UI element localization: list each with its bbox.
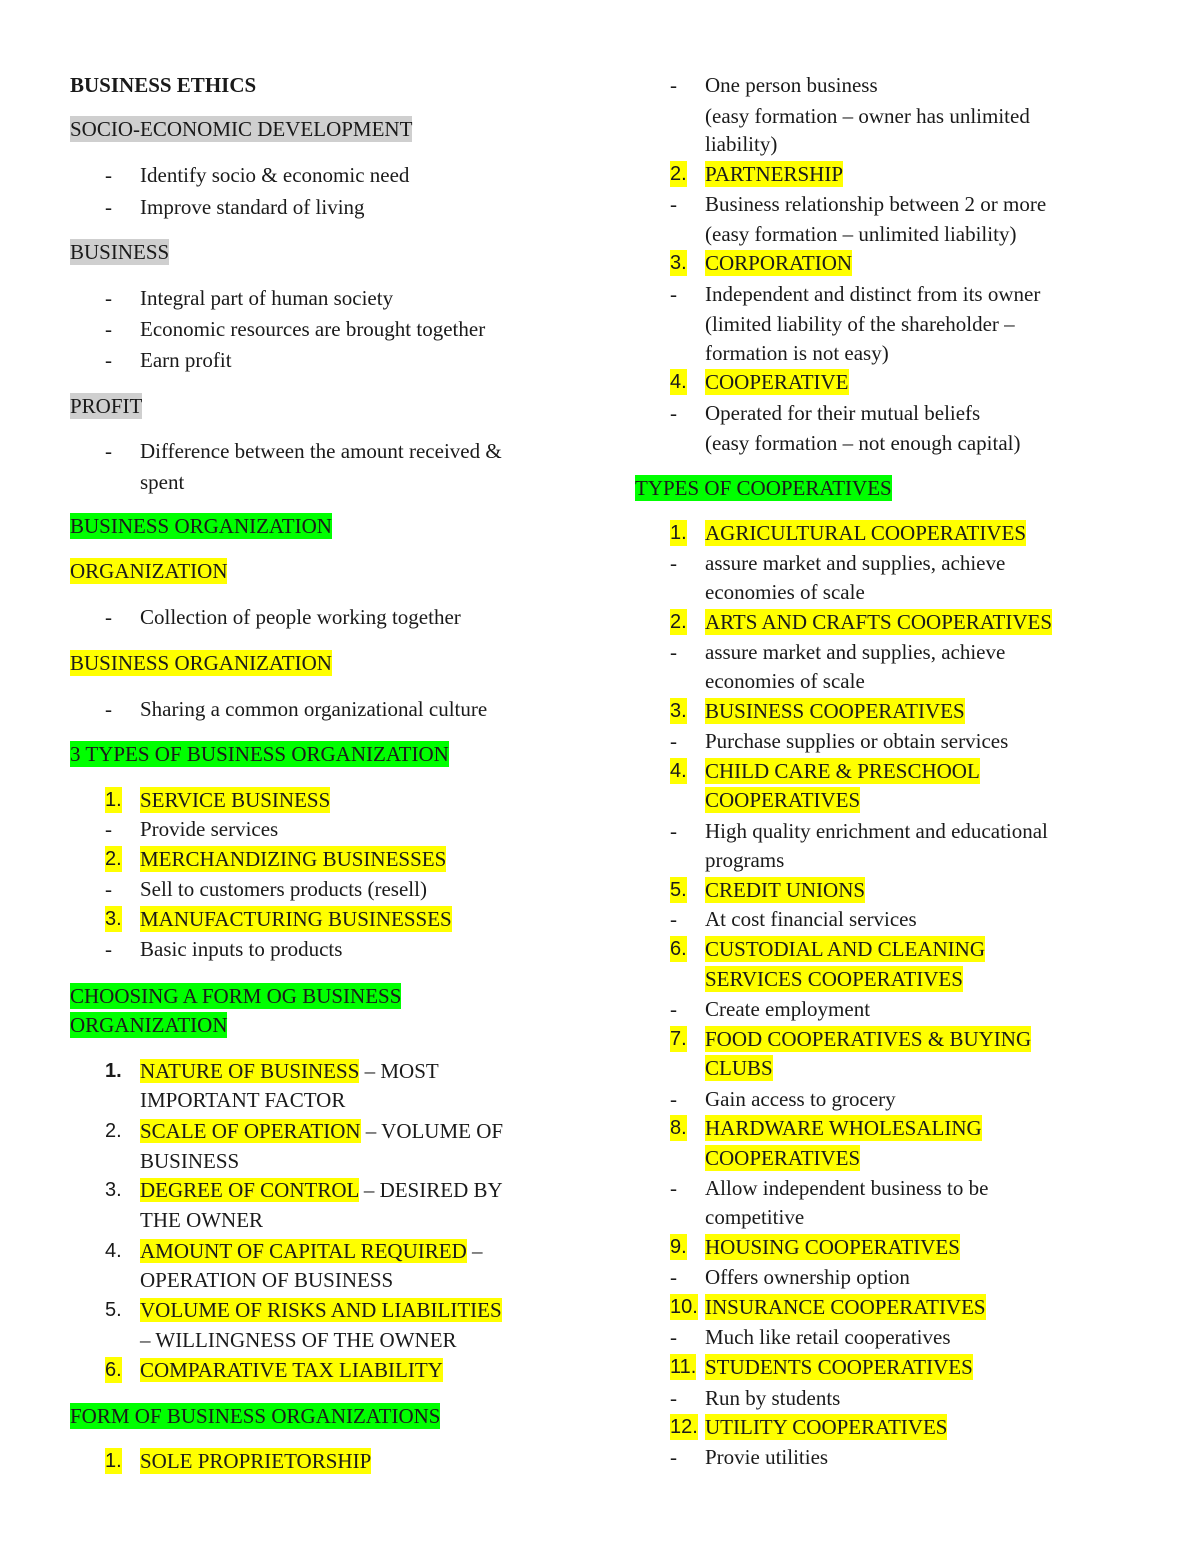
heading-organization: ORGANIZATION (70, 559, 228, 583)
bullet-dash: - (670, 73, 677, 97)
bullet-dash: - (670, 192, 677, 216)
coop-label: HOUSING COOPERATIVES (705, 1235, 960, 1259)
list-number: 3. (670, 252, 687, 274)
document-title: BUSINESS ETHICS (70, 73, 257, 97)
list-number: 5. (105, 1299, 122, 1321)
list-item: Integral part of human society (140, 286, 394, 310)
list-number: 2. (670, 611, 687, 633)
bullet-dash: - (105, 195, 112, 219)
list-number: 8. (670, 1117, 687, 1139)
coop-description: economies of scale (705, 669, 865, 693)
factor-line (140, 1297, 502, 1323)
bullet-dash: - (105, 439, 112, 463)
factor-line2: THE OWNER (140, 1208, 264, 1232)
list-item: Difference between the amount received & (140, 439, 502, 463)
factor-label: VOLUME OF RISKS AND LIABILITIES (140, 1298, 502, 1322)
coop-label: CUSTODIAL AND CLEANING (705, 937, 985, 961)
coop-label: STUDENTS COOPERATIVES (705, 1355, 973, 1379)
form-label: CORPORATION (705, 251, 853, 275)
form-description: liability) (705, 132, 778, 156)
list-number: 7. (670, 1028, 687, 1050)
bullet-dash: - (670, 1087, 677, 1111)
coop-label: AGRICULTURAL COOPERATIVES (705, 521, 1027, 545)
factor-line (140, 1357, 443, 1383)
list-number: 1. (105, 789, 122, 811)
heading-choosing-form-cont: ORGANIZATION (70, 1013, 228, 1037)
list-item: Collection of people working together (140, 605, 461, 629)
coop-description: Create employment (705, 997, 871, 1021)
form-description: (easy formation – not enough capital) (705, 431, 1021, 455)
list-number: 9. (670, 1236, 687, 1258)
factor-line2: OPERATION OF BUSINESS (140, 1268, 394, 1292)
bullet-dash: - (670, 907, 677, 931)
list-number: 1. (670, 522, 687, 544)
factor-line2: IMPORTANT FACTOR (140, 1088, 346, 1112)
list-item: Earn profit (140, 348, 232, 372)
type-description: Basic inputs to products (140, 937, 343, 961)
list-item: Economic resources are brought together (140, 317, 486, 341)
bullet-dash: - (670, 1176, 677, 1200)
bullet-dash: - (105, 317, 112, 341)
list-number: 10. (670, 1296, 698, 1318)
coop-label: BUSINESS COOPERATIVES (705, 699, 965, 723)
list-number: 12. (670, 1416, 698, 1438)
coop-description: Gain access to grocery (705, 1087, 896, 1111)
coop-description: Provie utilities (705, 1445, 829, 1469)
list-number: 4. (670, 760, 687, 782)
coop-description: assure market and supplies, achieve (705, 551, 1006, 575)
list-number: 3. (670, 700, 687, 722)
coop-label: HARDWARE WHOLESALING (705, 1116, 982, 1140)
form-label: SOLE PROPRIETORSHIP (140, 1449, 372, 1473)
bullet-dash: - (105, 605, 112, 629)
coop-label-cont: CLUBS (705, 1056, 773, 1080)
bullet-dash: - (105, 348, 112, 372)
bullet-dash: - (105, 697, 112, 721)
bullet-dash: - (670, 729, 677, 753)
coop-description: Run by students (705, 1386, 841, 1410)
form-description: Operated for their mutual beliefs (705, 401, 981, 425)
factor-line (140, 1118, 503, 1144)
coop-description: Purchase supplies or obtain services (705, 729, 1009, 753)
form-description: Business relationship between 2 or more (705, 192, 1047, 216)
bullet-dash: - (670, 819, 677, 843)
list-item: Improve standard of living (140, 195, 365, 219)
bullet-dash: - (670, 1445, 677, 1469)
list-number: 5. (670, 879, 687, 901)
heading-business-organization-2: BUSINESS ORGANIZATION (70, 651, 332, 675)
coop-description: Allow independent business to be (705, 1176, 989, 1200)
bullet-dash: - (105, 286, 112, 310)
list-number: 4. (670, 371, 687, 393)
coop-label-cont: SERVICES COOPERATIVES (705, 967, 963, 991)
heading-business: BUSINESS (70, 240, 170, 264)
heading-choosing-form: CHOOSING A FORM OG BUSINESS (70, 984, 402, 1008)
form-description: (limited liability of the shareholder – (705, 312, 1015, 336)
coop-label-cont: COOPERATIVES (705, 1146, 861, 1170)
factor-line2: – WILLINGNESS OF THE OWNER (140, 1328, 457, 1352)
bullet-dash: - (670, 401, 677, 425)
list-number: 4. (105, 1240, 122, 1262)
list-item: Sharing a common organizational culture (140, 697, 488, 721)
coop-description: competitive (705, 1205, 805, 1229)
type-label: SERVICE BUSINESS (140, 788, 331, 812)
bullet-dash: - (670, 640, 677, 664)
heading-profit: PROFIT (70, 394, 143, 418)
coop-description: At cost financial services (705, 907, 917, 931)
factor-rest: – (466, 1239, 483, 1263)
list-number: 1. (105, 1450, 122, 1472)
heading-socio-economic: SOCIO-ECONOMIC DEVELOPMENT (70, 117, 413, 141)
list-number: 2. (670, 163, 687, 185)
form-description: (easy formation – unlimited liability) (705, 222, 1017, 246)
list-item-continuation: spent (140, 470, 185, 494)
bullet-dash: - (670, 1265, 677, 1289)
heading-types-of-cooperatives: TYPES OF COOPERATIVES (635, 476, 892, 500)
coop-label: CHILD CARE & PRESCHOOL (705, 759, 980, 783)
factor-line (140, 1238, 483, 1264)
bullet-dash: - (670, 997, 677, 1021)
factor-rest: – DESIRED BY (358, 1178, 503, 1202)
coop-description: High quality enrichment and educational (705, 819, 1048, 843)
bullet-dash: - (670, 1386, 677, 1410)
bullet-dash: - (105, 877, 112, 901)
form-description: Independent and distinct from its owner (705, 282, 1041, 306)
bullet-dash: - (670, 551, 677, 575)
list-number: 2. (105, 848, 122, 870)
coop-label: ARTS AND CRAFTS COOPERATIVES (705, 610, 1053, 634)
type-description: Provide services (140, 817, 279, 841)
list-number: 1. (105, 1060, 122, 1082)
coop-description: Much like retail cooperatives (705, 1325, 951, 1349)
form-label: COOPERATIVE (705, 370, 849, 394)
bullet-dash: - (105, 163, 112, 187)
type-label: MANUFACTURING BUSINESSES (140, 907, 452, 931)
factor-line (140, 1058, 439, 1084)
heading-3-types: 3 TYPES OF BUSINESS ORGANIZATION (70, 742, 449, 766)
factor-line (140, 1177, 503, 1203)
heading-forms: FORM OF BUSINESS ORGANIZATIONS (70, 1404, 441, 1428)
type-label: MERCHANDIZING BUSINESSES (140, 847, 447, 871)
factor-label: COMPARATIVE TAX LIABILITY (140, 1358, 443, 1382)
list-number: 3. (105, 1179, 122, 1201)
factor-label: NATURE OF BUSINESS (140, 1059, 360, 1083)
factor-line2: BUSINESS (140, 1149, 240, 1173)
coop-label: CREDIT UNIONS (705, 878, 866, 902)
type-description: Sell to customers products (resell) (140, 877, 427, 901)
bullet-dash: - (670, 282, 677, 306)
factor-rest: – VOLUME OF (360, 1119, 504, 1143)
form-description: One person business (705, 73, 878, 97)
list-number: 2. (105, 1120, 122, 1142)
form-description: (easy formation – owner has unlimited (705, 104, 1030, 128)
coop-label: INSURANCE COOPERATIVES (705, 1295, 986, 1319)
coop-description: economies of scale (705, 580, 865, 604)
factor-label: AMOUNT OF CAPITAL REQUIRED (140, 1239, 467, 1263)
list-item: Identify socio & economic need (140, 163, 410, 187)
list-number: 3. (105, 908, 122, 930)
factor-rest: – MOST (359, 1059, 439, 1083)
bullet-dash: - (105, 817, 112, 841)
list-number: 11. (670, 1356, 697, 1378)
coop-label: FOOD COOPERATIVES & BUYING (705, 1027, 1032, 1051)
bullet-dash: - (670, 1325, 677, 1349)
heading-business-organization: BUSINESS ORGANIZATION (70, 514, 332, 538)
coop-label-cont: COOPERATIVES (705, 788, 861, 812)
coop-description: Offers ownership option (705, 1265, 910, 1289)
coop-label: UTILITY COOPERATIVES (705, 1415, 948, 1439)
form-description: formation is not easy) (705, 341, 889, 365)
factor-label: SCALE OF OPERATION (140, 1119, 361, 1143)
form-label: PARTNERSHIP (705, 162, 844, 186)
coop-description: programs (705, 848, 785, 872)
factor-label: DEGREE OF CONTROL (140, 1178, 359, 1202)
list-number: 6. (105, 1359, 122, 1381)
coop-description: assure market and supplies, achieve (705, 640, 1006, 664)
list-number: 6. (670, 938, 687, 960)
bullet-dash: - (105, 937, 112, 961)
